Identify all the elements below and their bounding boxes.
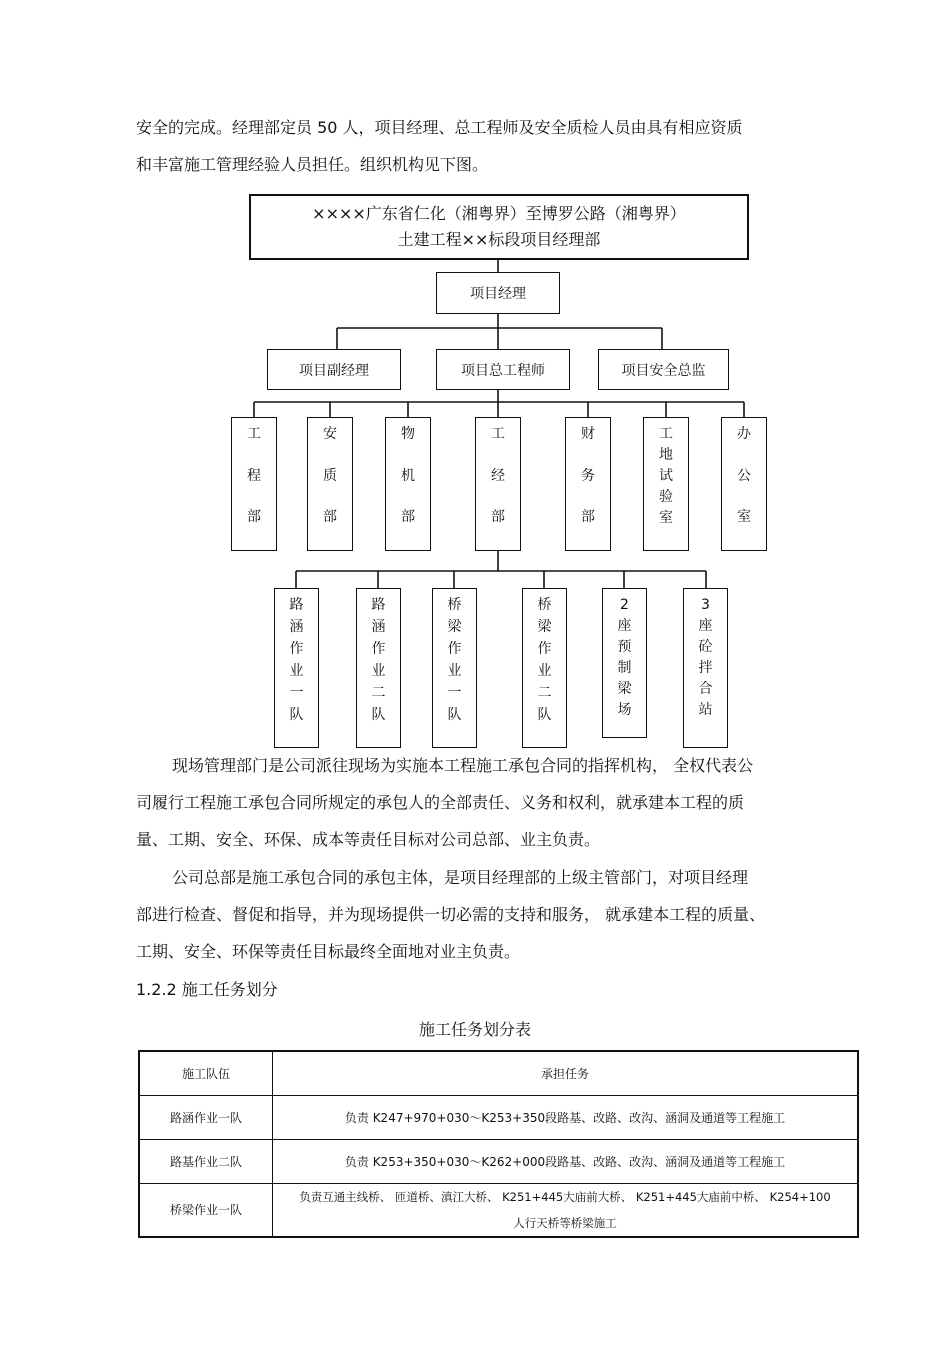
team-char: 砼	[698, 639, 713, 655]
table-header-row	[139, 1051, 858, 1095]
org-level2-label: 项目总工程师	[461, 362, 545, 379]
team-char: 作	[289, 641, 304, 657]
dept-char: 工	[659, 426, 673, 442]
body-line-2: 司履行工程施工承包合同所规定的承包人的全部责任、义务和权利，就承建本工程的质	[136, 793, 745, 812]
dept-char: 工	[247, 426, 261, 442]
body-line-3: 量、工期、安全、环保、成本等责任目标对公司总部、业主负责。	[136, 830, 601, 849]
team-char: 业	[537, 663, 552, 679]
org-title-box	[249, 194, 749, 260]
dept-char: 验	[659, 489, 673, 505]
org-box-team-bridge-1	[432, 588, 477, 748]
team-char: 拌	[698, 660, 713, 676]
team-char: 梁	[447, 619, 462, 635]
dept-char: 财	[581, 426, 595, 442]
team-char: 一	[447, 685, 462, 701]
dept-char: 工	[491, 426, 505, 442]
table-cell-task-line-1: 负责互通主线桥、 匝道桥、滇江大桥、 K251+445大庙前大桥、 K251+445大庙前中桥、 K254+100	[299, 1189, 831, 1204]
team-char: 业	[447, 663, 462, 679]
team-char: 路	[371, 597, 386, 613]
table-row	[139, 1139, 858, 1183]
org-box-team-culvert-1	[274, 588, 319, 748]
team-char: 业	[289, 663, 304, 679]
team-char: 作	[537, 641, 552, 657]
org-box-chief-engineer	[436, 349, 570, 390]
team-char: 二	[537, 685, 552, 701]
dept-char: 部	[401, 509, 415, 525]
dept-char: 地	[659, 447, 673, 463]
dept-char: 物	[401, 426, 415, 442]
dept-char: 室	[659, 510, 673, 526]
body-line-6: 工期、安全、环保等责任目标最终全面地对业主负责。	[136, 942, 521, 961]
table-cell-team: 桥梁作业一队	[139, 1183, 273, 1237]
org-box-dept-office	[721, 417, 767, 551]
section-heading: 1.2.2 施工任务划分	[136, 980, 278, 999]
team-char: 座	[698, 618, 713, 634]
table-cell-task: 负责 K253+350+030～K262+000段路基、改路、改沟、涵洞及通道等工程施工	[273, 1139, 859, 1183]
table-cell-task-line-2: 人行天桥等桥梁施工	[513, 1215, 617, 1230]
team-char: 2	[620, 597, 629, 613]
org-box-manager	[436, 272, 560, 314]
team-char: 梁	[537, 619, 552, 635]
dept-char: 部	[491, 509, 505, 525]
team-char: 制	[617, 660, 632, 676]
team-char: 梁	[617, 681, 632, 697]
intro-line-1: 安全的完成。经理部定员 50 人，项目经理、总工程师及安全质检人员由具有相应资质	[136, 118, 743, 137]
team-char: 队	[447, 707, 462, 723]
dept-char: 部	[247, 509, 261, 525]
team-char: 队	[537, 707, 552, 723]
team-char: 3	[701, 597, 710, 613]
org-title-line-1: ××××广东省仁化（湘粤界）至博罗公路（湘粤界）	[312, 204, 686, 223]
dept-char: 室	[737, 509, 751, 525]
org-box-deputy-manager	[267, 349, 401, 390]
org-box-team-culvert-2	[356, 588, 401, 748]
team-char: 路	[289, 597, 304, 613]
dept-char: 务	[581, 468, 595, 484]
org-box-safety-director	[598, 349, 729, 390]
dept-char: 办	[737, 426, 751, 442]
org-box-dept-finance	[565, 417, 611, 551]
team-char: 座	[617, 618, 632, 634]
org-level2-label: 项目副经理	[299, 362, 369, 379]
team-char: 一	[289, 685, 304, 701]
dept-char: 公	[737, 468, 751, 484]
team-char: 合	[698, 681, 713, 697]
dept-char: 程	[247, 468, 261, 484]
table-cell-team: 路涵作业一队	[139, 1095, 273, 1139]
team-char: 队	[371, 707, 386, 723]
team-char: 站	[698, 702, 713, 718]
org-level2-label: 项目安全总监	[621, 362, 706, 379]
org-title-line-2: 土建工程××标段项目经理部	[397, 230, 601, 249]
team-char: 业	[371, 663, 386, 679]
org-box-dept-engineering	[231, 417, 277, 551]
team-char: 队	[289, 707, 304, 723]
dept-char: 部	[323, 509, 337, 525]
body-line-5: 部进行检查、督促和指导，并为现场提供一切必需的支持和服务， 就承建本工程的质量、	[136, 905, 766, 924]
table-header-cell: 施工队伍	[139, 1051, 273, 1095]
table-cell-task: 负责 K247+970+030～K253+350段路基、改路、改沟、涵洞及通道等工程施工	[273, 1095, 859, 1139]
table-row	[139, 1183, 858, 1237]
dept-char: 机	[401, 468, 415, 484]
team-char: 涵	[371, 619, 386, 635]
org-box-dept-safety-quality	[307, 417, 353, 551]
team-char: 涵	[289, 619, 304, 635]
table-header-cell: 承担任务	[273, 1051, 859, 1095]
org-box-dept-lab	[643, 417, 689, 551]
team-char: 作	[447, 641, 462, 657]
table-caption: 施工任务划分表	[418, 1020, 531, 1039]
org-box-dept-materials	[385, 417, 431, 551]
org-box-team-bridge-2	[522, 588, 567, 748]
table-row	[139, 1095, 858, 1139]
team-char: 预	[617, 639, 632, 655]
team-char: 桥	[447, 597, 462, 613]
dept-char: 部	[581, 509, 595, 525]
table-cell-team: 路基作业二队	[139, 1139, 273, 1183]
table-cell-task	[273, 1183, 859, 1237]
dept-char: 质	[323, 468, 337, 484]
org-manager-label: 项目经理	[470, 286, 526, 302]
body-line-4: 公司总部是施工承包合同的承包主体，是项目经理部的上级主管部门，对项目经理	[172, 868, 749, 887]
org-box-team-mixing-station	[683, 588, 728, 748]
team-char: 作	[371, 641, 386, 657]
org-box-team-precast-yard	[602, 588, 647, 738]
task-table	[138, 1050, 859, 1238]
dept-char: 安	[323, 426, 337, 442]
intro-line-2: 和丰富施工管理经验人员担任。组织机构见下图。	[136, 155, 489, 174]
team-char: 场	[617, 702, 632, 718]
dept-char: 经	[491, 468, 505, 484]
org-box-dept-economics	[475, 417, 521, 551]
dept-char: 试	[659, 468, 673, 484]
team-char: 二	[371, 685, 386, 701]
team-char: 桥	[537, 597, 552, 613]
body-line-1: 现场管理部门是公司派往现场为实施本工程施工承包合同的指挥机构， 全权代表公	[172, 756, 754, 775]
